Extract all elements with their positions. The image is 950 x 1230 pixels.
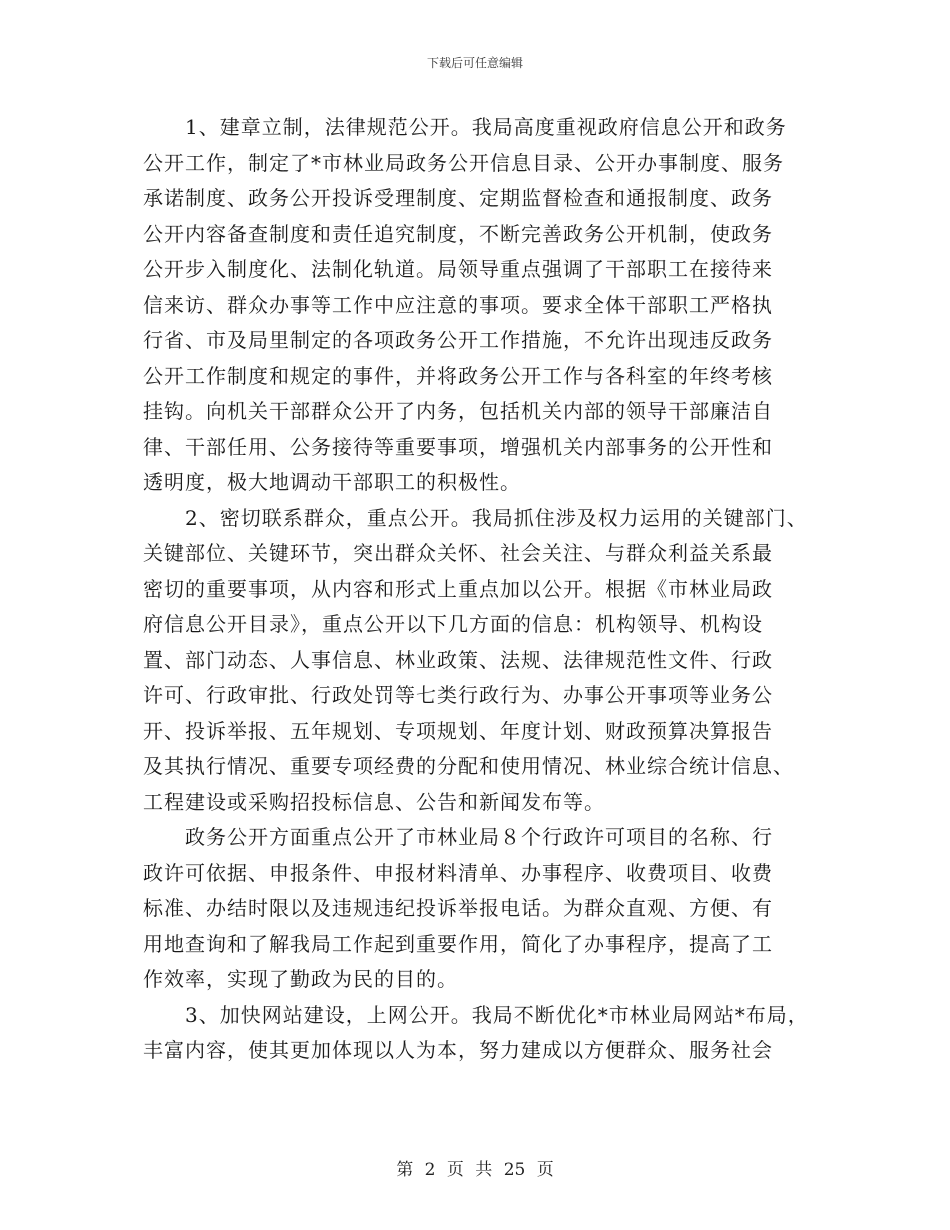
text-line: 置、部门动态、人事信息、林业政策、法规、法律规范性文件、行政: [143, 647, 773, 672]
text-line: 挂钩。向机关干部群众公开了内务，包括机关内部的领导干部廉洁自: [143, 399, 773, 423]
text-line: 信来访、群众办事等工作中应注意的事项。要求全体干部职工严格执: [143, 292, 773, 317]
text-line: 作效率，实现了勤政为民的目的。: [143, 967, 458, 991]
text-line: 及其执行情况、重要专项经费的分配和使用情况、林业综合统计信息、: [143, 754, 794, 778]
text-line: 公开工作制度和规定的事件，并将政务公开工作与各科室的年终考核: [143, 363, 773, 388]
text-line: 政许可依据、申报条件、申报材料清单、办事程序、收费项目、收费: [143, 860, 773, 885]
text-line: 用地查询和了解我局工作起到重要作用，简化了办事程序，提高了工: [143, 931, 773, 956]
text-line: 律、干部任用、公务接待等重要事项，增强机关内部事务的公开性和: [143, 434, 773, 459]
page-number-footer: 第 2 页 共 25 页: [396, 1160, 554, 1180]
text-line: 公开内容备查制度和责任追究制度，不断完善政务公开机制，使政务: [143, 221, 773, 246]
page-header-note: 下载后可任意编辑: [426, 56, 523, 70]
text-line: 关键部位、关键环节，突出群众关怀、社会关注、与群众利益关系最: [143, 541, 773, 565]
text-line: 3、加快网站建设，上网公开。我局不断优化*市林业局网站*布局，: [185, 1002, 809, 1027]
text-line: 丰富内容，使其更加体现以人为本，努力建成以方便群众、服务社会: [143, 1038, 773, 1062]
text-line: 公开步入制度化、法制化轨道。局领导重点强调了干部职工在接待来: [143, 257, 773, 281]
paragraph-4: [143, 998, 809, 1069]
paragraph-1: [143, 110, 803, 501]
text-line: 透明度，极大地调动干部职工的积极性。: [143, 470, 521, 494]
text-line: 2、密切联系群众，重点公开。我局抓住涉及权力运用的关键部门、: [185, 505, 808, 530]
text-line: 工程建设或采购招投标信息、公告和新闻发布等。: [143, 789, 605, 814]
document-body: [143, 110, 809, 1069]
text-line: 许可、行政审批、行政处罚等七类行政行为、办事公开事项等业务公: [143, 683, 773, 707]
paragraph-2: [143, 501, 808, 821]
text-line: 行省、市及局里制定的各项政务公开工作措施，不允许出现违反政务: [143, 328, 773, 352]
paragraph-3: [143, 820, 803, 998]
text-line: 府信息公开目录》，重点公开以下几方面的信息：机构领导、机构设: [143, 612, 763, 636]
text-line: 标准、办结时限以及违规违纪投诉举报电话。为群众直观、方便、有: [143, 896, 773, 920]
text-line: 承诺制度、政务公开投诉受理制度、定期监督检查和通报制度、政务: [143, 186, 773, 210]
text-line: 1、建章立制，法律规范公开。我局高度重视政府信息公开和政务: [185, 115, 787, 139]
text-line: 开、投诉举报、五年规划、专项规划、年度计划、财政预算决算报告: [143, 718, 773, 743]
text-line: 政务公开方面重点公开了市林业局８个行政许可项目的名称、行: [185, 825, 773, 849]
text-line: 密切的重要事项，从内容和形式上重点加以公开。根据《市林业局政: [143, 576, 773, 601]
text-line: 公开工作，制定了*市林业局政务公开信息目录、公开办事制度、服务: [143, 150, 784, 175]
